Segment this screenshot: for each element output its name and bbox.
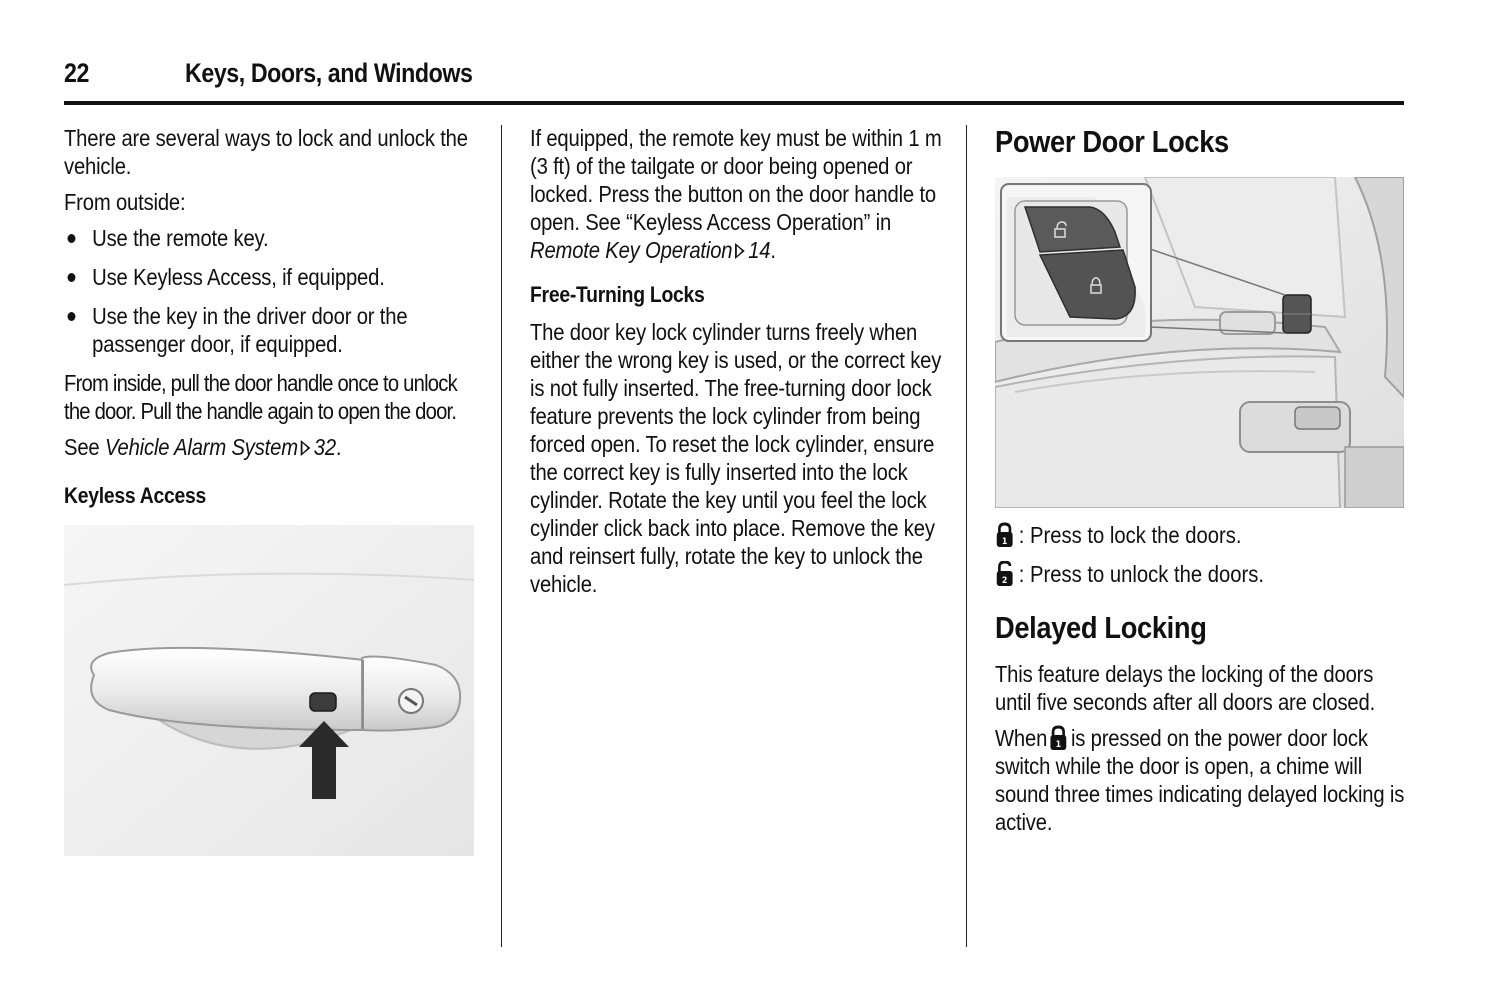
from-inside-paragraph: From inside, pull the door handle once to unlock the door. Pull the handle again to open the door.: [64, 370, 457, 424]
see-reference: See Vehicle Alarm System 32.: [64, 434, 342, 460]
list-item: Use the remote key.: [64, 224, 477, 252]
chapter-title: Keys, Doors, and Windows: [185, 58, 473, 88]
header-rule: [64, 101, 1404, 105]
list-item: Use Keyless Access, if equipped.: [64, 263, 477, 291]
cross-reference-arrow-icon: [301, 440, 311, 456]
keyless-paragraph: If equipped, the remote key must be within 1 m (3 ft) of the tailgate or door being opened or locked. Press the button on the door handle to open. See “Keyless Access Operation” in Remote Key Operation 14.: [530, 125, 942, 263]
delayed-locking-heading: Delayed Locking: [995, 610, 1207, 645]
power-door-locks-heading: Power Door Locks: [995, 124, 1229, 159]
delayed-locking-when-paragraph: When 1 is pressed on the power door lock switch while the door is open, a chime will sound three times indicating delayed locking is active.: [995, 725, 1405, 835]
unlock-instruction: 2 : Press to unlock the doors.: [995, 560, 1406, 588]
cross-reference-arrow-icon: [735, 243, 745, 259]
column-1: [64, 124, 476, 519]
page-number: 22: [64, 58, 89, 88]
remote-key-operation-link[interactable]: Remote Key Operation: [530, 237, 733, 263]
column-3-body: [995, 521, 1405, 844]
svg-text:1: 1: [1055, 738, 1062, 750]
alarm-system-link[interactable]: Vehicle Alarm System: [104, 434, 298, 460]
intro-paragraph: There are several ways to lock and unlock the vehicle.: [64, 125, 468, 179]
delayed-locking-paragraph: This feature delays the locking of the doors until five seconds after all doors are closed.: [995, 661, 1376, 715]
unlock-icon: [995, 561, 1014, 587]
svg-text:2: 2: [1001, 574, 1008, 586]
free-turning-heading: Free-Turning Locks: [530, 282, 705, 307]
column-2: [530, 124, 942, 606]
lock-icon: [995, 522, 1014, 548]
lock-instruction: 1 : Press to lock the doors.: [995, 521, 1406, 549]
free-turning-paragraph: The door key lock cylinder turns freely when either the wrong key is used, or the correct key is not fully inserted. The free-turning door lock feature prevents the lock cylinder from being forced open. To reset the lock cylinder, ensure the correct key is fully inserted into the lock cylinder. Rotate the key until you feel the lock cylinder click back into place. Remove the key and reinsert fully, rotate the key to unlock the vehicle.: [530, 319, 942, 597]
column-divider: [966, 125, 967, 947]
page-reference[interactable]: 14: [748, 237, 771, 263]
list-item: Use the key in the driver door or the passenger door, if equipped.: [64, 302, 477, 358]
outside-methods-list: [64, 224, 477, 358]
lock-icon: [1049, 725, 1068, 751]
door-handle-illustration: [64, 525, 474, 856]
keyless-access-heading: Keyless Access: [64, 483, 206, 508]
page-header: [64, 58, 1404, 106]
column-3: [995, 124, 1405, 178]
column-divider: [501, 125, 502, 947]
power-door-lock-switch-illustration: [995, 177, 1404, 508]
from-outside-label: From outside:: [64, 189, 186, 215]
svg-text:1: 1: [1001, 535, 1008, 547]
page-reference[interactable]: 32: [313, 434, 336, 460]
